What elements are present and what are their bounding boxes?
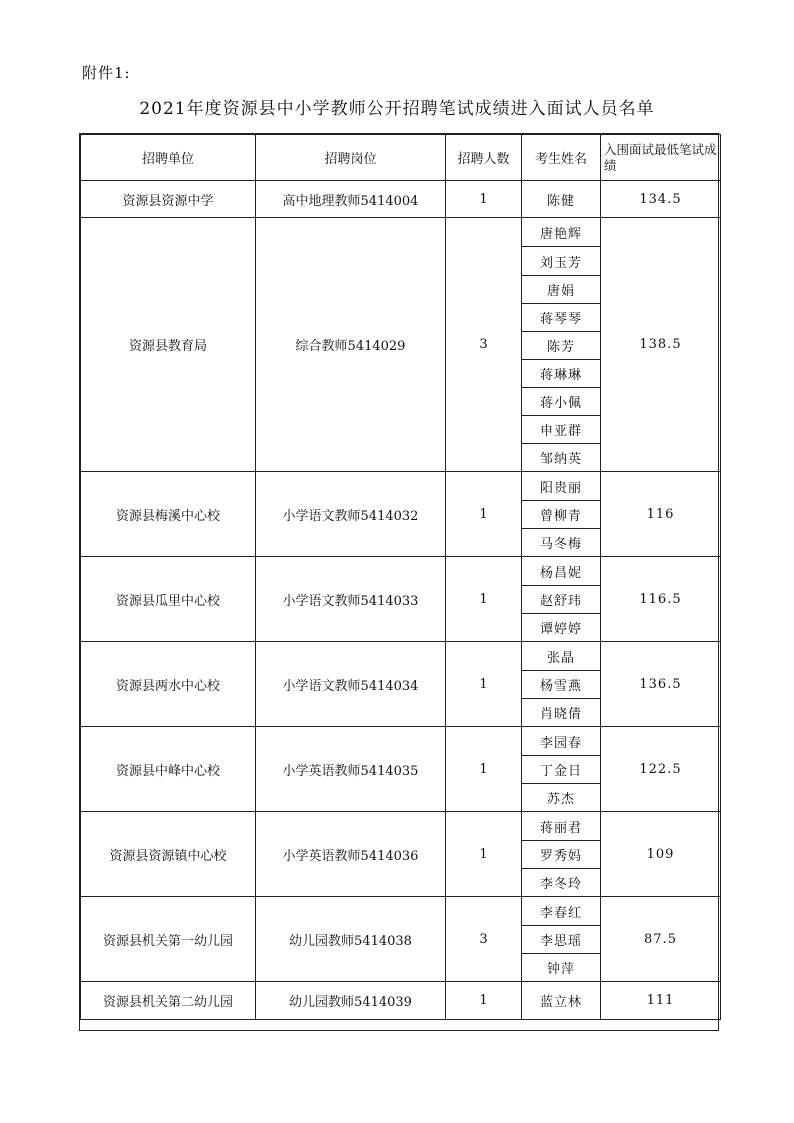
table-row (81, 812, 721, 841)
min-score-cell: 136.5 (601, 642, 721, 727)
candidate-name-cell: 谭婷婷 (522, 614, 601, 642)
table-row (81, 642, 721, 671)
candidate-name-cell: 刘玉芳 (522, 247, 601, 276)
position-cell: 小学语文教师5414034 (256, 642, 446, 727)
header-count: 招聘人数 (446, 135, 522, 181)
position-cell: 幼儿园教师5414038 (256, 897, 446, 982)
candidate-name-cell: 丁金日 (522, 756, 601, 784)
header-unit: 招聘单位 (81, 135, 256, 181)
attachment-label: 附件1: (82, 64, 131, 82)
candidate-name-cell: 陈芳 (522, 332, 601, 360)
recruiting-unit-cell: 资源县梅溪中心校 (81, 472, 256, 557)
candidate-name-cell: 杨昌妮 (522, 557, 601, 586)
recruiting-unit-cell: 资源县机关第二幼儿园 (81, 982, 256, 1020)
position-cell: 小学英语教师5414036 (256, 812, 446, 897)
candidate-name-cell: 李思瑶 (522, 926, 601, 954)
document-title: 2021年度资源县中小学教师公开招聘笔试成绩进入面试人员名单 (139, 99, 655, 119)
hiring-count-cell: 1 (446, 557, 522, 642)
min-score-cell: 87.5 (601, 897, 721, 982)
recruiting-unit-cell: 资源县中峰中心校 (81, 727, 256, 812)
recruiting-unit-cell: 资源县教育局 (81, 218, 256, 472)
recruiting-unit-cell: 资源县资源中学 (81, 181, 256, 218)
candidate-name-cell: 申亚群 (522, 416, 601, 444)
hiring-count-cell: 1 (446, 472, 522, 557)
candidate-name-cell: 李园春 (522, 727, 601, 756)
candidate-name-cell: 钟萍 (522, 954, 601, 982)
recruiting-unit-cell: 资源县资源镇中心校 (81, 812, 256, 897)
header-row (81, 135, 721, 181)
table-row (81, 557, 721, 586)
candidate-name-cell: 唐娟 (522, 276, 601, 304)
candidate-name-cell: 曾柳青 (522, 501, 601, 529)
header-position: 招聘岗位 (256, 135, 446, 181)
position-cell: 小学语文教师5414033 (256, 557, 446, 642)
min-score-cell: 111 (601, 982, 721, 1020)
position-cell: 综合教师5414029 (256, 218, 446, 472)
candidate-name-cell: 蒋小佩 (522, 388, 601, 416)
min-score-cell: 134.5 (601, 181, 721, 218)
hiring-count-cell: 1 (446, 727, 522, 812)
min-score-cell: 116 (601, 472, 721, 557)
hiring-count-cell: 3 (446, 897, 522, 982)
position-cell: 小学语文教师5414032 (256, 472, 446, 557)
candidate-name-cell: 蒋琳琳 (522, 360, 601, 388)
candidate-name-cell: 张晶 (522, 642, 601, 671)
hiring-count-cell: 1 (446, 642, 522, 727)
table-row (81, 472, 721, 501)
candidate-name-cell: 李冬玲 (522, 869, 601, 897)
hiring-count-cell: 1 (446, 812, 522, 897)
table-row (81, 181, 721, 218)
position-cell: 小学英语教师5414035 (256, 727, 446, 812)
hiring-count-cell: 1 (446, 982, 522, 1020)
min-score-cell: 138.5 (601, 218, 721, 472)
candidate-name-cell: 肖晓倩 (522, 699, 601, 727)
candidate-name-cell: 杨雪燕 (522, 671, 601, 699)
position-cell: 高中地理教师5414004 (256, 181, 446, 218)
min-score-cell: 109 (601, 812, 721, 897)
table-row (81, 897, 721, 926)
table-row (81, 727, 721, 756)
position-cell: 幼儿园教师5414039 (256, 982, 446, 1020)
candidate-name-cell: 邹纳英 (522, 444, 601, 472)
table-row (81, 218, 721, 247)
candidate-name-cell: 马冬梅 (522, 529, 601, 557)
recruiting-unit-cell: 资源县机关第一幼儿园 (81, 897, 256, 982)
header-min-score: 入围面试最低笔试成绩 (601, 135, 721, 181)
results-table (80, 134, 721, 1020)
recruiting-unit-cell: 资源县瓜里中心校 (81, 557, 256, 642)
candidate-name-cell: 李春红 (522, 897, 601, 926)
min-score-cell: 122.5 (601, 727, 721, 812)
hiring-count-cell: 3 (446, 218, 522, 472)
table-row (81, 982, 721, 1020)
header-candidate: 考生姓名 (522, 135, 601, 181)
candidate-name-cell: 罗秀妈 (522, 841, 601, 869)
hiring-count-cell: 1 (446, 181, 522, 218)
candidate-name-cell: 赵舒玮 (522, 586, 601, 614)
candidate-name-cell: 唐艳辉 (522, 218, 601, 247)
recruiting-unit-cell: 资源县两水中心校 (81, 642, 256, 727)
candidate-name-cell: 蓝立林 (522, 982, 601, 1020)
candidate-name-cell: 陈健 (522, 181, 601, 218)
candidate-name-cell: 蒋琴琴 (522, 304, 601, 332)
results-table-frame (79, 133, 719, 1031)
candidate-name-cell: 蒋丽君 (522, 812, 601, 841)
min-score-cell: 116.5 (601, 557, 721, 642)
candidate-name-cell: 阳贵丽 (522, 472, 601, 501)
table-body (81, 181, 721, 1020)
candidate-name-cell: 苏杰 (522, 784, 601, 812)
